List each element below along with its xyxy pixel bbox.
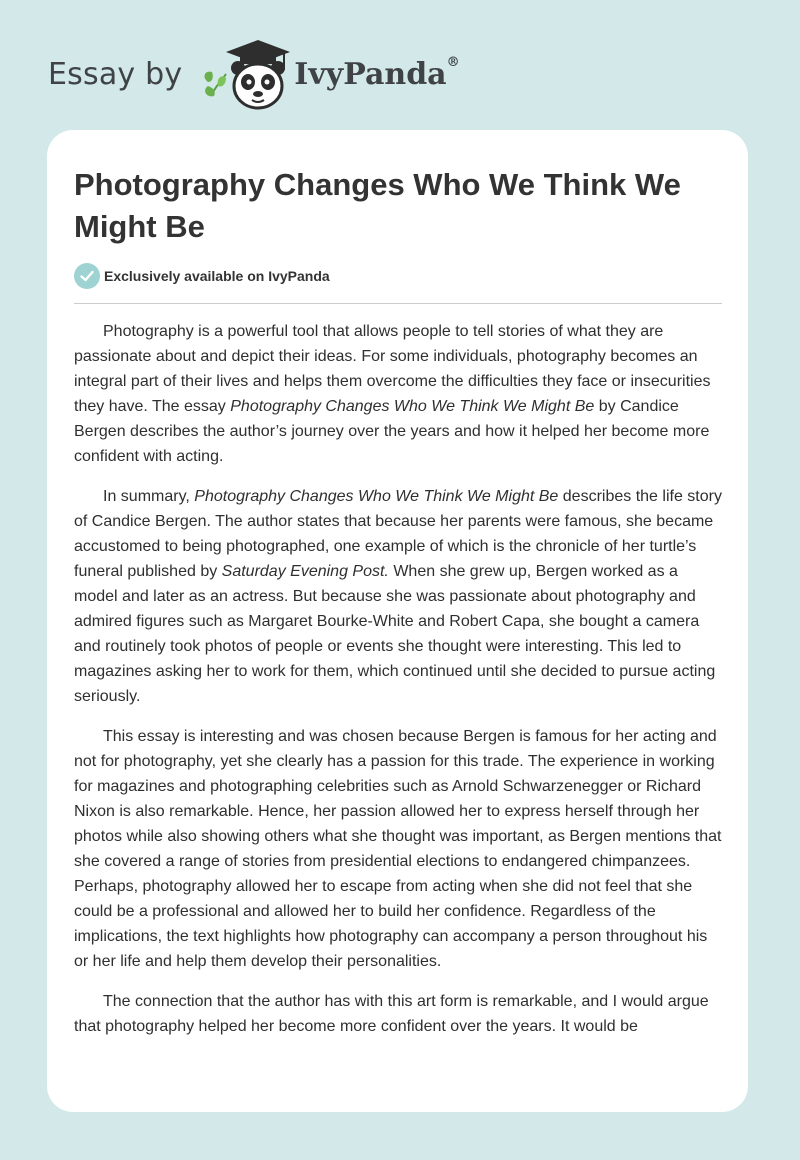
essay-body — [74, 319, 724, 1054]
paragraph-text: Photography is a powerful tool that allows people to tell stories of what they are passionate about and depict their ideas. For some individuals, photography becomes an integral part of their lives and helps them overcome the difficulties they face or insecurities they have. The essay — [74, 323, 711, 415]
italic-title-text: Photography Changes Who We Think We Might Be — [194, 488, 559, 505]
brand-name[interactable] — [294, 54, 460, 92]
divider — [74, 303, 722, 304]
paragraph-text: In summary, — [103, 488, 195, 505]
essay-by-label: Essay by — [48, 56, 183, 92]
essay-paragraph — [74, 989, 724, 1039]
essay-title: Photography Changes Who We Think We Might Be — [74, 167, 681, 244]
paragraph-text: This essay is interesting and was chosen because Bergen is famous for her acting and not for photography, yet she clearly has a passion for this trade. The experience in working for magazines and photographing celebrities such as Arnold Schwarzenegger or Richard Nixon is also remarkable. Hence, her passion allowed her to express herself through her photos while also showing others what she thought was important, as Bergen mentions that she covered a range of stories from presidential elections to endangered chimpanzees. Perhaps, photography allowed her to escape from acting when she did not feel that she could be a professional and allowed her to build her confidence. Regardless of the implications, the text highlights how photography can accompany a person throughout his or her life and help them develop their personalities. — [74, 728, 722, 970]
italic-title-text: Saturday Evening Post. — [221, 563, 389, 580]
ivypanda-logo-icon[interactable] — [196, 34, 292, 114]
italic-title-text: Photography Changes Who We Think We Might Be — [230, 398, 595, 415]
paragraph-text: When she grew up, Bergen worked as a model and later as an actress. But because she was passionate about photography and admired figures such as Margaret Bourke-White and Robert Capa, she bought a camera and routinely took photos of people or events she thought were interesting. This led to magazines asking her to work for them, which continued until she decided to pursue acting seriously. — [74, 563, 716, 705]
paragraph-text: describes the life story of Candice Bergen. The author states that because her parents were famous, she became accustomed to being photographed, one example of which is the chronicle of her turtle’s funeral published by — [74, 488, 722, 580]
site-header — [48, 34, 460, 114]
exclusive-badge-text: Exclusively available on IvyPanda — [104, 268, 330, 284]
paragraph-text: by Candice Bergen describes the author’s journey over the years and how it helped her become more confident with acting. — [74, 398, 710, 465]
essay-paragraph — [74, 724, 724, 974]
brand-name-text: IvyPanda — [294, 56, 447, 92]
exclusive-badge — [74, 263, 330, 289]
essay-paragraph — [74, 319, 724, 469]
paragraph-text: The connection that the author has with this art form is remarkable, and I would argue that photography helped her become more confident over the years. It would be — [74, 993, 709, 1035]
check-icon — [74, 263, 100, 289]
essay-paragraph — [74, 484, 724, 709]
registered-mark: ® — [446, 54, 460, 70]
essay-card — [47, 130, 748, 1112]
